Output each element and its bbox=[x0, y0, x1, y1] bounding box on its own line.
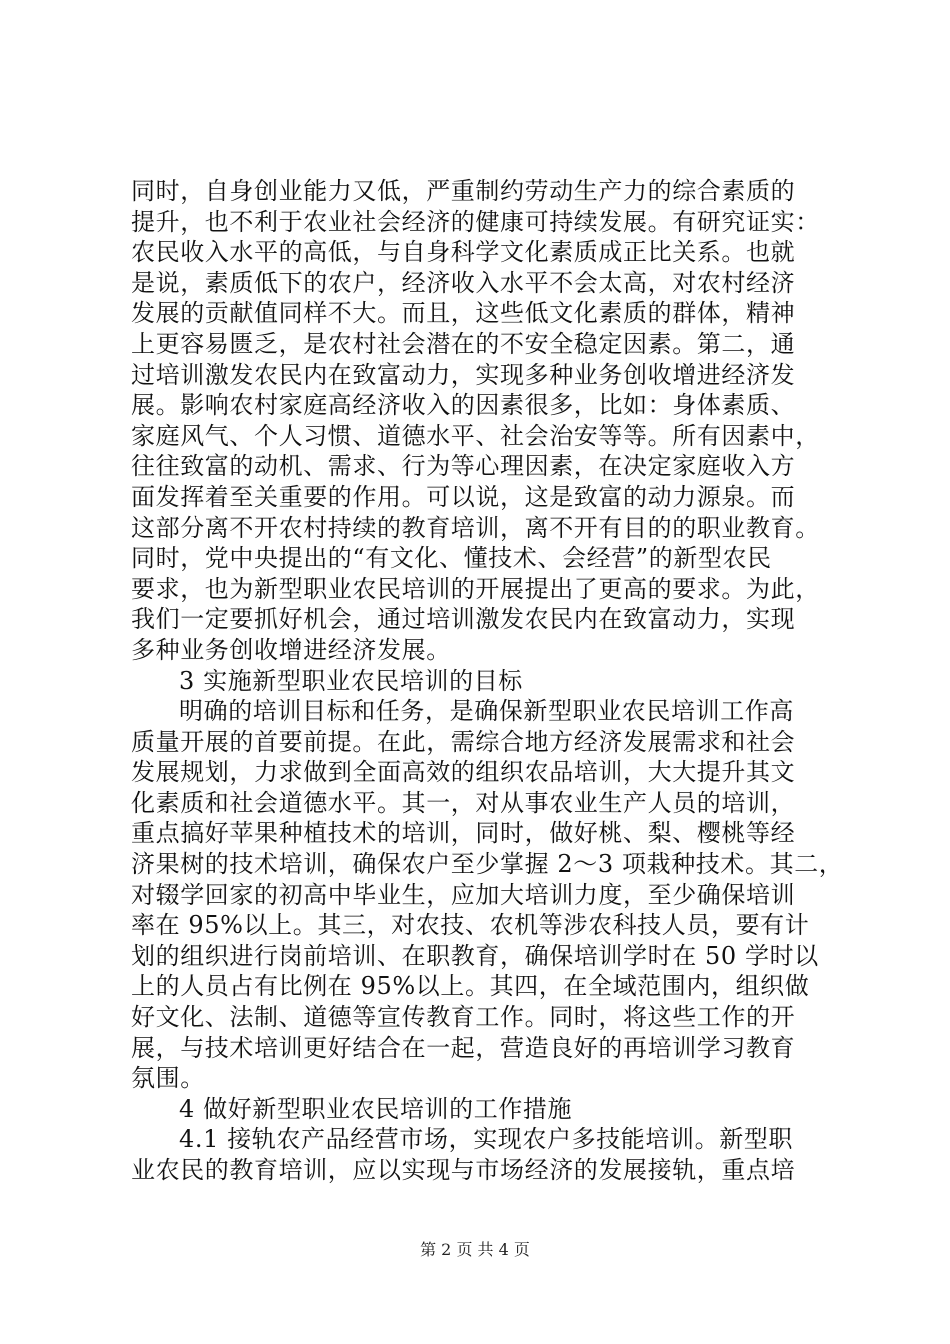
body-text bbox=[131, 176, 844, 1186]
text-line: 要求，也为新型职业农民培训的开展提出了更高的要求。为此， bbox=[131, 574, 820, 603]
text-line: 上更容易匮乏，是农村社会潜在的不安全稳定因素。第二，通 bbox=[131, 329, 796, 358]
text-line: 同时，自身创业能力又低，严重制约劳动生产力的综合素质的 bbox=[131, 177, 796, 205]
text-line: 明确的培训目标和任务，是确保新型职业农民培训工作高 bbox=[179, 697, 794, 726]
text-line: 率在 95%以上。其三，对农技、农机等涉农科技人员，要有计 bbox=[131, 911, 810, 940]
text-line: 质量开展的首要前提。在此，需综合地方经济发展需求和社会 bbox=[131, 727, 796, 756]
text-line: 面发挥着至关重要的作用。可以说，这是致富的动力源泉。而 bbox=[131, 482, 796, 511]
text-line: 是说，素质低下的农户，经济收入水平不会太高，对农村经济 bbox=[131, 268, 796, 297]
text-line: 对辍学回家的初高中毕业生，应加大培训力度，至少确保培训 bbox=[131, 880, 796, 909]
paragraph-2 bbox=[131, 696, 844, 1094]
text-line: 好文化、法制、道德等宣传教育工作。同时，将这些工作的开 bbox=[131, 1003, 796, 1032]
text-line: 氛围。 bbox=[131, 1064, 205, 1093]
text-line: 上的人员占有比例在 95%以上。其四，在全域范围内，组织做 bbox=[131, 972, 810, 1001]
text-line: 展。影响农村家庭高经济收入的因素很多，比如：身体素质、 bbox=[131, 391, 796, 420]
text-line: 展，与技术培训更好结合在一起，营造良好的再培训学习教育 bbox=[131, 1033, 796, 1062]
paragraph-3 bbox=[131, 1124, 831, 1185]
text-line: 多种业务创收增进经济发展。 bbox=[131, 635, 451, 664]
section-heading-3: 3 实施新型职业农民培训的目标 bbox=[179, 666, 523, 695]
text-line: 业农民的教育培训，应以实现与市场经济的发展接轨，重点培 bbox=[131, 1156, 796, 1184]
text-line: 划的组织进行岗前培训、在职教育，确保培训学时在 50 学时以 bbox=[131, 941, 819, 970]
text-line: 这部分离不开农村持续的教育培训，离不开有目的的职业教育。 bbox=[131, 513, 820, 542]
text-line: 过培训激发农民内在致富动力，实现多种业务创收增进经济发 bbox=[131, 360, 796, 389]
text-line: 我们一定要抓好机会，通过培训激发农民内在致富动力，实现 bbox=[131, 605, 796, 634]
text-line: 重点搞好苹果种植技术的培训，同时，做好桃、梨、樱桃等经 bbox=[131, 819, 796, 848]
page-footer: 第 2 页 共 4 页 bbox=[420, 1240, 530, 1259]
text-line: 同时，党中央提出的“有文化、懂技术、会经营”的新型农民 bbox=[131, 544, 772, 573]
text-line: 济果树的技术培训，确保农户至少掌握 2～3 项栽种技术。其二， bbox=[131, 850, 844, 879]
text-line: 往往致富的动机、需求、行为等心理因素，在决定家庭收入方 bbox=[131, 452, 796, 481]
text-line: 发展的贡献值同样不大。而且，这些低文化素质的群体，精神 bbox=[131, 299, 796, 328]
text-line: 4.1 接轨农产品经营市场，实现农户多技能培训。新型职 bbox=[179, 1125, 793, 1154]
section-heading-4: 4 做好新型职业农民培训的工作措施 bbox=[179, 1094, 573, 1123]
paragraph-1 bbox=[131, 176, 831, 666]
text-line: 发展规划，力求做到全面高效的组织农品培训，大大提升其文 bbox=[131, 758, 796, 787]
text-line: 提升，也不利于农业社会经济的健康可持续发展。有研究证实： bbox=[131, 207, 820, 236]
text-line: 农民收入水平的高低，与自身科学文化素质成正比关系。也就 bbox=[131, 238, 796, 267]
text-line: 家庭风气、个人习惯、道德水平、社会治安等等。所有因素中， bbox=[131, 421, 820, 450]
text-line: 化素质和社会道德水平。其一，对从事农业生产人员的培训， bbox=[131, 788, 796, 817]
